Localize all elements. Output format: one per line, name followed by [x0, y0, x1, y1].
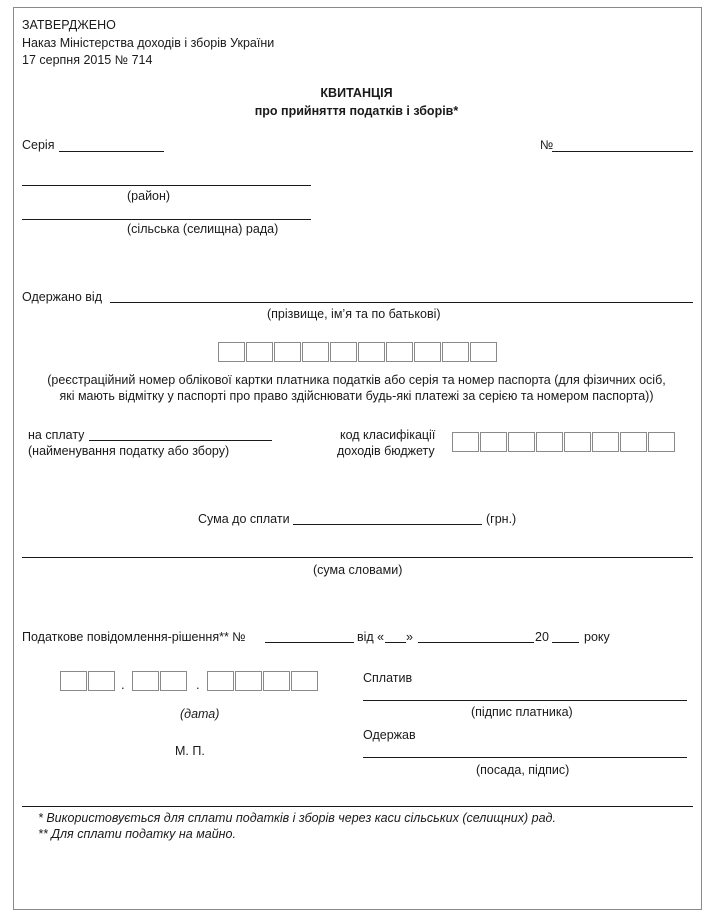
date-cell[interactable] — [263, 671, 290, 691]
date-cell[interactable] — [60, 671, 87, 691]
date-caption: (дата) — [180, 707, 220, 721]
got-caption: (посада, підпис) — [476, 763, 570, 777]
district-caption: (район) — [127, 189, 171, 203]
footnote-2: ** Для сплати податку на майно. — [38, 827, 236, 841]
approval-line-3: 17 серпня 2015 № 714 — [22, 53, 153, 67]
tax-id-boxes — [218, 342, 497, 362]
date-separator: . — [121, 677, 125, 692]
tax-id-cell[interactable] — [358, 342, 385, 362]
notice-month-field[interactable] — [418, 642, 534, 643]
sum-field[interactable] — [293, 524, 482, 525]
date-day-boxes — [60, 671, 115, 691]
code-label-2: доходів бюджету — [337, 444, 435, 458]
form-title: КВИТАНЦІЯ — [320, 86, 393, 100]
receiver-signature-field[interactable] — [363, 757, 687, 758]
stamp-label: М. П. — [175, 744, 205, 758]
paid-caption: (підпис платника) — [471, 705, 573, 719]
tax-id-caption-1: (реєстраційний номер облікової картки платника податків або серія та номер паспорта (для фізичних осіб, — [47, 373, 666, 387]
tax-id-cell[interactable] — [470, 342, 497, 362]
date-cell[interactable] — [207, 671, 234, 691]
notice-quote-close: » — [406, 630, 413, 644]
tax-id-cell[interactable] — [246, 342, 273, 362]
date-cell[interactable] — [88, 671, 115, 691]
date-cell[interactable] — [132, 671, 159, 691]
date-cell[interactable] — [160, 671, 187, 691]
code-label-1: код класифікації — [340, 428, 436, 442]
sum-label: Сума до сплати — [198, 512, 290, 526]
paid-label: Сплатив — [363, 671, 413, 685]
budget-code-cell[interactable] — [620, 432, 647, 452]
tax-id-cell[interactable] — [442, 342, 469, 362]
approval-line-2: Наказ Міністерства доходів і зборів України — [22, 36, 275, 50]
got-label: Одержав — [363, 728, 416, 742]
budget-code-cell[interactable] — [564, 432, 591, 452]
council-field[interactable] — [22, 219, 311, 220]
series-field[interactable] — [59, 151, 164, 152]
date-year-boxes — [207, 671, 318, 691]
sum-words-caption: (сума словами) — [313, 563, 403, 577]
notice-year-field[interactable] — [552, 642, 579, 643]
date-separator: . — [196, 677, 200, 692]
notice-day-field[interactable] — [385, 642, 406, 643]
district-field[interactable] — [22, 185, 311, 186]
payment-label: на сплату — [28, 428, 85, 442]
budget-code-cell[interactable] — [536, 432, 563, 452]
number-label: № — [540, 138, 554, 152]
budget-code-boxes — [452, 432, 675, 452]
tax-id-cell[interactable] — [302, 342, 329, 362]
date-month-boxes — [132, 671, 187, 691]
approval-line-1: ЗАТВЕРДЖЕНО — [22, 18, 116, 32]
sum-words-field[interactable] — [22, 557, 693, 558]
received-label: Одержано від — [22, 290, 102, 304]
notice-year-prefix: 20 — [535, 630, 549, 644]
received-caption: (прізвище, ім’я та по батькові) — [267, 307, 441, 321]
form-subtitle: про прийняття податків і зборів* — [254, 104, 459, 118]
notice-label: Податкове повідомлення-рішення** № — [22, 630, 246, 644]
tax-id-cell[interactable] — [274, 342, 301, 362]
notice-number-field[interactable] — [265, 642, 354, 643]
notice-year-suffix: року — [584, 630, 610, 644]
payment-field[interactable] — [89, 440, 272, 441]
footnote-divider — [22, 806, 693, 807]
date-cell[interactable] — [291, 671, 318, 691]
date-cell[interactable] — [235, 671, 262, 691]
footnote-1: * Використовується для сплати податків і зборів через каси сільських (селищних) рад. — [38, 811, 556, 825]
tax-id-cell[interactable] — [386, 342, 413, 362]
budget-code-cell[interactable] — [592, 432, 619, 452]
number-field[interactable] — [552, 151, 693, 152]
council-caption: (сільська (селищна) рада) — [127, 222, 279, 236]
received-field[interactable] — [110, 302, 693, 303]
payment-caption: (найменування податку або збору) — [28, 444, 230, 458]
budget-code-cell[interactable] — [452, 432, 479, 452]
budget-code-cell[interactable] — [480, 432, 507, 452]
tax-id-cell[interactable] — [414, 342, 441, 362]
sum-unit: (грн.) — [486, 512, 517, 526]
budget-code-cell[interactable] — [648, 432, 675, 452]
tax-id-cell[interactable] — [218, 342, 245, 362]
payer-signature-field[interactable] — [363, 700, 687, 701]
tax-id-caption-2: які мають відмітку у паспорті про право здійснювати будь-які платежі за серією та номером паспорта)) — [59, 389, 654, 403]
notice-from-label: від « — [357, 630, 385, 644]
budget-code-cell[interactable] — [508, 432, 535, 452]
tax-id-cell[interactable] — [330, 342, 357, 362]
series-label: Серія — [22, 138, 55, 152]
